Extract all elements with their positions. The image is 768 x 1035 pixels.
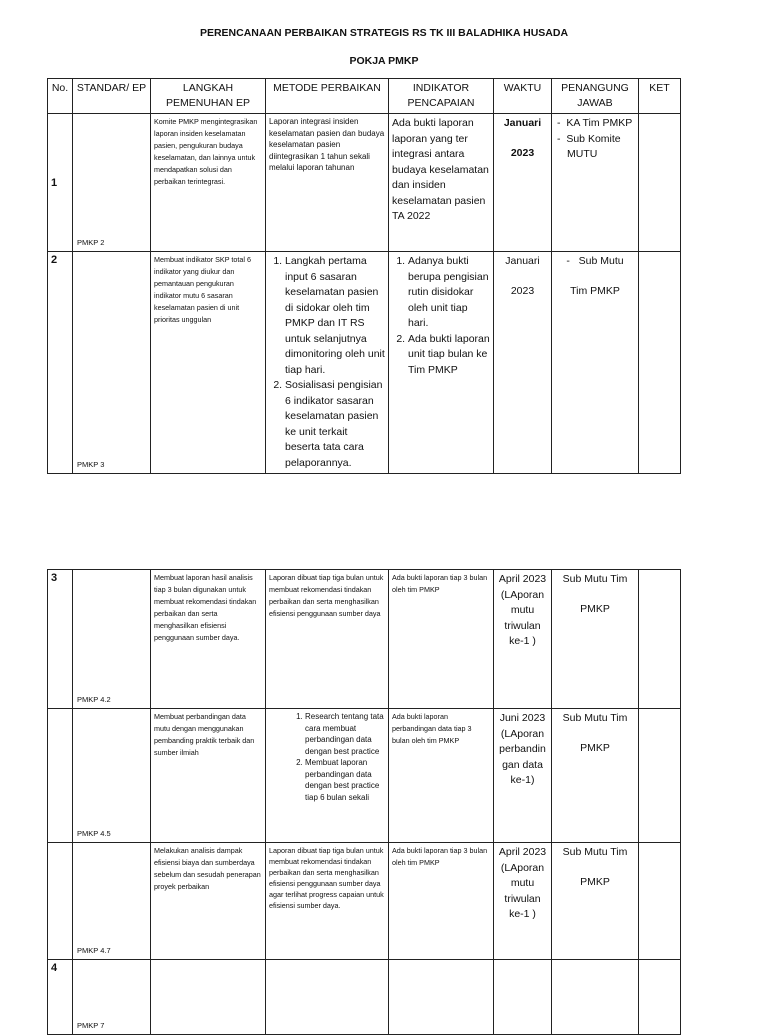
ket-cell bbox=[639, 570, 681, 709]
metode-cell bbox=[266, 252, 389, 474]
plan-table-top bbox=[47, 78, 681, 474]
plan-table-bottom bbox=[47, 569, 681, 1035]
header-penangung: PENANGUNG JAWAB bbox=[552, 79, 639, 114]
penangung-cell: - KA Tim PMKP - Sub Komite MUTU bbox=[552, 114, 639, 252]
standard-code: PMKP 7 bbox=[77, 1021, 105, 1030]
waktu-cell bbox=[494, 252, 552, 474]
pj-item: Sub Mutu bbox=[578, 255, 624, 267]
table-row bbox=[48, 843, 681, 960]
standard-cell bbox=[73, 570, 151, 709]
row-number: 1 bbox=[48, 114, 73, 252]
table-row bbox=[48, 709, 681, 843]
pj-item: PMKP bbox=[580, 875, 610, 888]
waktu-cell bbox=[494, 114, 552, 252]
pj-item: PMKP bbox=[580, 602, 610, 615]
pj-item: PMKP bbox=[580, 741, 610, 754]
metode-step: 2. Membuat laporan perbandingan data dengan best practice tiap 6 bulan sekali bbox=[305, 757, 385, 803]
row-number: 3 bbox=[48, 570, 73, 709]
standard-code: PMKP 2 bbox=[77, 238, 105, 247]
standard-code: PMKP 4.2 bbox=[77, 695, 111, 704]
metode-step: 2. Sosialisasi pengisian 6 indikator sasaran keselamatan pasien ke unit terkait beserta tata cara pelaporannya. bbox=[285, 378, 385, 471]
standard-code: PMKP 4.5 bbox=[77, 829, 111, 838]
standard-code: PMKP 3 bbox=[77, 460, 105, 469]
penangung-cell bbox=[552, 843, 639, 960]
waktu-cell: Juni 2023 (LAporan perbandin gan data ke-1) bbox=[494, 709, 552, 843]
langkah-cell: Membuat indikator SKP total 6 indikator yang diukur dan pemantauan pengukuran indikator mutu 6 sasaran keselamatan pasien di unit prioritas unggulan bbox=[151, 252, 266, 474]
table-row bbox=[48, 570, 681, 709]
header-langkah: LANGKAH PEMENUHAN EP bbox=[151, 79, 266, 114]
document-subtitle: POKJA PMKP bbox=[349, 55, 419, 67]
ket-cell bbox=[639, 709, 681, 843]
standard-cell bbox=[73, 843, 151, 960]
indikator-cell: Ada bukti laporan laporan yang ter integrasi antara budaya keselamatan dan insiden keselamatan pasien TA 2022 bbox=[389, 114, 494, 252]
ket-cell bbox=[639, 114, 681, 252]
pj-item: Sub Mutu Tim bbox=[562, 712, 628, 724]
table-header-row bbox=[48, 79, 681, 114]
pj-item: Sub Mutu Tim bbox=[562, 846, 628, 858]
langkah-cell: Melakukan analisis dampak efisiensi biaya dan sumberdaya sebelum dan sesudah penerapan proyek perbaikan bbox=[151, 843, 266, 960]
row-number: 4 bbox=[48, 960, 73, 1035]
indikator-cell bbox=[389, 252, 494, 474]
document-title: PERENCANAAN PERBAIKAN STRATEGIS RS TK III BALADHIKA HUSADA bbox=[199, 27, 569, 39]
standard-cell bbox=[73, 960, 151, 1035]
waktu-year: 2023 bbox=[510, 284, 535, 297]
header-ket: KET bbox=[639, 79, 681, 114]
pj-item: Sub Mutu Tim bbox=[562, 573, 628, 585]
ket-cell bbox=[639, 843, 681, 960]
indikator-cell: Ada bukti laporan tiap 3 bulan oleh tim PMKP bbox=[389, 570, 494, 709]
metode-cell: Laporan dibuat tiap tiga bulan untuk membuat rekomendasi tindakan perbaikan dan serta menghasilkan efisiensi penggunaan sumber daya bbox=[266, 570, 389, 709]
metode-step: 1. Langkah pertama input 6 sasaran keselamatan pasien di sidokar oleh tim PMKP dan IT RS untuk selanjutnya dimonitoring oleh unit tiap hari. bbox=[285, 254, 385, 378]
indikator-item: 1. Adanya bukti berupa pengisian rutin disidokar oleh unit tiap hari. bbox=[408, 254, 490, 332]
header-no: No. bbox=[48, 79, 73, 114]
metode-step: 1. Research tentang tata cara membuat perbandingan data dengan best practice bbox=[305, 711, 385, 757]
indikator-cell: Ada bukti laporan tiap 3 bulan oleh tim PMKP bbox=[389, 843, 494, 960]
waktu-month: Januari bbox=[503, 117, 542, 129]
header-waktu: WAKTU bbox=[494, 79, 552, 114]
langkah-cell: Komite PMKP mengintegrasikan laporan insiden keselamatan pasien, pengukuran budaya keselamatan, dan lainnya untuk mendapatkan solusi dan perbaikan terintegrasi. bbox=[151, 114, 266, 252]
waktu-cell: April 2023 (LAporan mutu triwulan ke-1 ) bbox=[494, 570, 552, 709]
row-number: 2 bbox=[48, 252, 73, 474]
pj-item: KA Tim PMKP bbox=[566, 117, 633, 129]
standard-cell bbox=[73, 114, 151, 252]
waktu-month: Januari bbox=[505, 255, 540, 267]
metode-cell bbox=[266, 709, 389, 843]
table-row bbox=[48, 252, 681, 474]
waktu-year: 2023 bbox=[510, 146, 535, 159]
standard-cell bbox=[73, 252, 151, 474]
standard-code: PMKP 4.7 bbox=[77, 946, 111, 955]
header-indikator: INDIKATOR PENCAPAIAN bbox=[389, 79, 494, 114]
pj-item: Tim PMKP bbox=[570, 284, 620, 297]
pj-item: Sub Komite MUTU bbox=[566, 132, 621, 160]
langkah-cell: Membuat laporan hasil analisis tiap 3 bulan digunakan untuk membuat rekomendasi tindakan perbaikan dan serta menghasilkan efisiensi penggunaan sumber daya. bbox=[151, 570, 266, 709]
metode-cell: Laporan dibuat tiap tiga bulan untuk membuat rekomendasi tindakan perbaikan dan serta menghasilkan efisiensi penggunaan sumber daya agar terlihat progress capaian untuk efisiensi sumber daya. bbox=[266, 843, 389, 960]
waktu-cell: April 2023 (LAporan mutu triwulan ke-1 ) bbox=[494, 843, 552, 960]
penangung-cell bbox=[552, 570, 639, 709]
ket-cell bbox=[639, 252, 681, 474]
table-row bbox=[48, 960, 681, 1035]
standard-cell bbox=[73, 709, 151, 843]
indikator-item: 2. Ada bukti laporan unit tiap bulan ke Tim PMKP bbox=[408, 332, 490, 379]
metode-cell: Laporan integrasi insiden keselamatan pasien dan budaya keselamatan pasien diintegrasikan 1 tahun sekali melalui laporan tahunan bbox=[266, 114, 389, 252]
penangung-cell: - Sub Mutu Tim PMKP bbox=[552, 252, 639, 474]
langkah-cell: Membuat perbandingan data mutu dengan menggunakan pembanding praktik terbaik dan sumber ilmiah bbox=[151, 709, 266, 843]
header-standar: STANDAR/ EP bbox=[73, 79, 151, 114]
indikator-cell: Ada bukti laporan perbandingan data tiap 3 bulan oleh tim PMKP bbox=[389, 709, 494, 843]
table-row bbox=[48, 114, 681, 252]
header-metode: METODE PERBAIKAN bbox=[266, 79, 389, 114]
penangung-cell bbox=[552, 709, 639, 843]
